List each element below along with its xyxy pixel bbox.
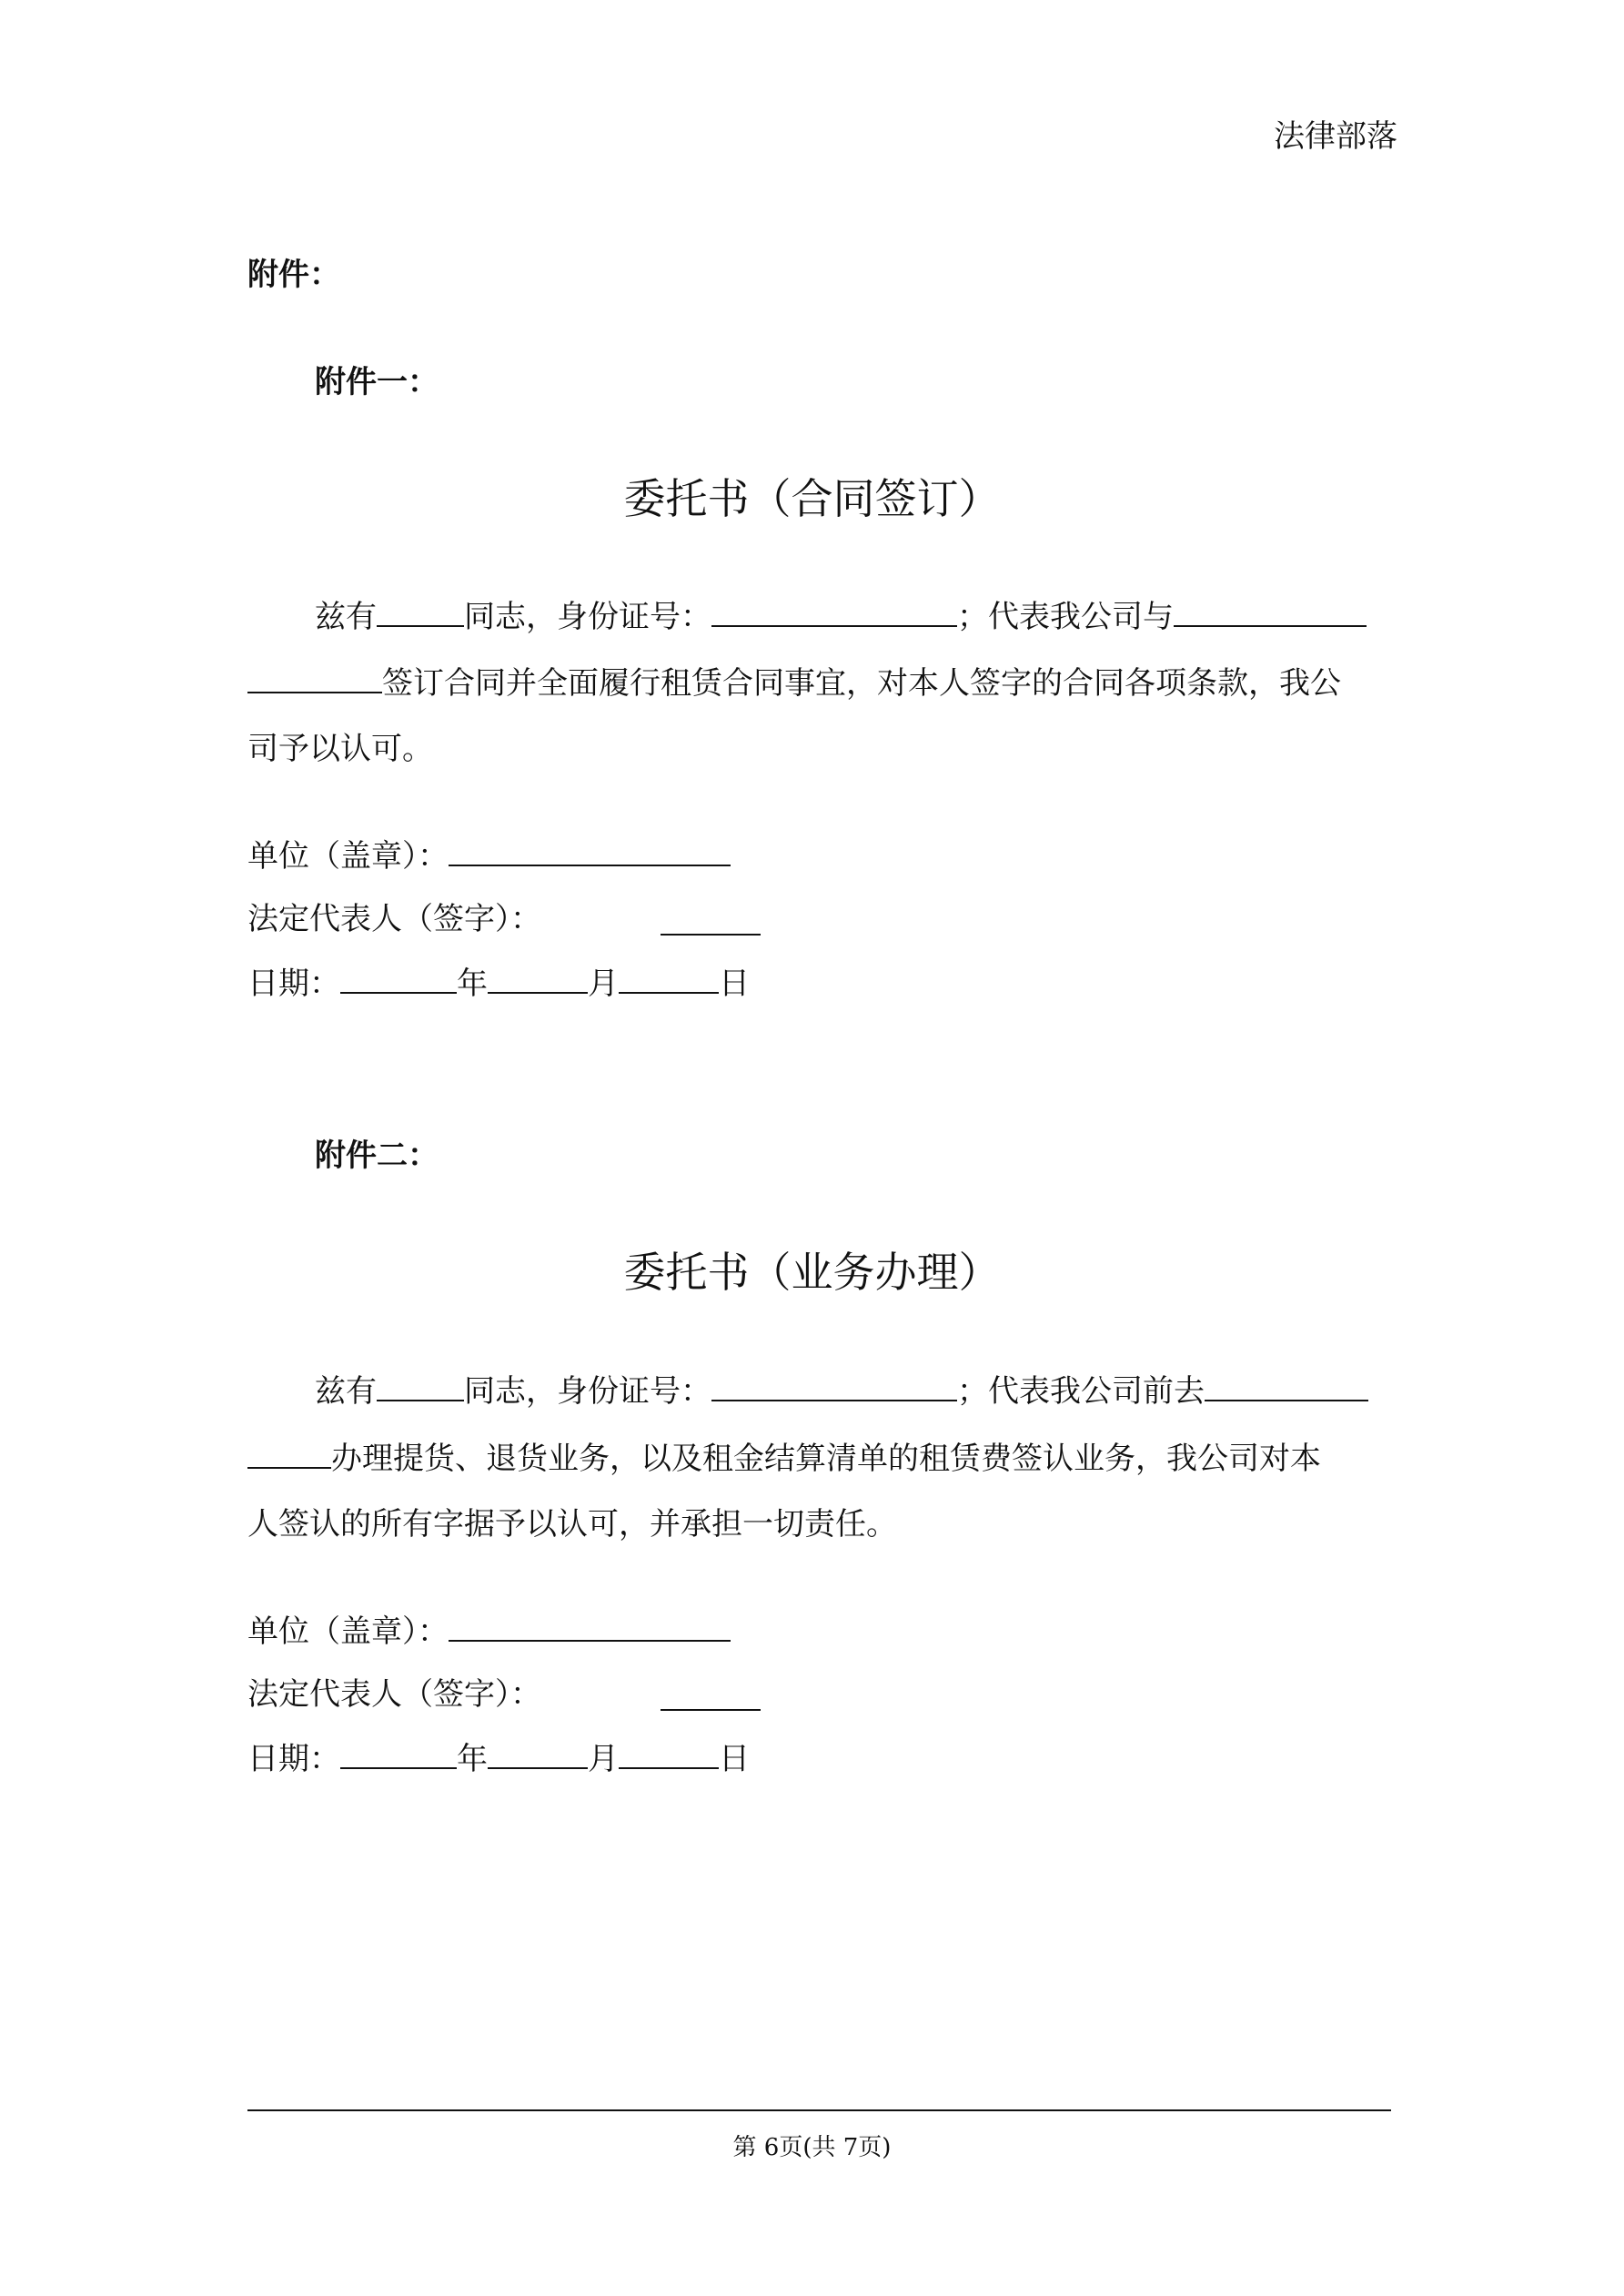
legal-rep-blank[interactable] (661, 906, 761, 936)
destination-blank-cont[interactable] (247, 1440, 331, 1469)
attachment2-rep-row (247, 1676, 541, 1713)
name-blank[interactable] (377, 598, 464, 627)
id-number-blank[interactable] (711, 598, 957, 627)
text-comrade-id: 同志，身份证号： (464, 599, 711, 635)
id-number-blank[interactable] (711, 1372, 957, 1401)
text-sign-contract: 签订合同并全面履行租赁合同事宜，对本人签字的合同各项条款，我公 (382, 665, 1341, 702)
day-label: 日 (719, 1741, 750, 1777)
month-label: 月 (588, 1741, 619, 1777)
attachment2-unit-row (247, 1613, 731, 1650)
attachment1-para-line1 (315, 598, 1367, 635)
attachment1-date-row (247, 965, 750, 1002)
footer-page-number: 第 6页(共 7页) (732, 2134, 892, 2161)
destination-blank[interactable] (1205, 1372, 1368, 1401)
month-blank[interactable] (488, 965, 588, 994)
text-represent-go: ；代表我公司前去 (957, 1373, 1205, 1410)
text-zi-you: 兹有 (315, 1373, 377, 1410)
year-blank[interactable] (340, 965, 457, 994)
attachment2-para-line3: 人签认的所有字据予以认可，并承担一切责任。 (247, 1506, 897, 1542)
text-handle-business: 办理提货、退货业务，以及租金结算清单的租赁费签认业务，我公司对本 (331, 1441, 1321, 1477)
text-represent: ；代表我公司与 (957, 599, 1174, 635)
attachment1-label: 附件一： (315, 364, 439, 400)
attachments-heading: 附件： (247, 257, 340, 293)
year-label: 年 (457, 1741, 488, 1777)
year-label: 年 (457, 966, 488, 1002)
day-blank[interactable] (619, 965, 719, 994)
attachment2-para-line1 (315, 1372, 1368, 1410)
unit-seal-label: 单位（盖章）： (247, 1613, 449, 1650)
unit-seal-blank[interactable] (449, 1613, 731, 1642)
day-blank[interactable] (619, 1740, 719, 1769)
counterparty-blank[interactable] (1174, 598, 1367, 627)
text-zi-you: 兹有 (315, 599, 377, 635)
date-label: 日期： (247, 1741, 340, 1777)
attachment2-label: 附件二： (315, 1138, 439, 1174)
day-label: 日 (719, 966, 750, 1002)
attachment2-title: 委托书（业务办理） (623, 1248, 1001, 1297)
attachment1-title: 委托书（合同签订） (623, 474, 1001, 523)
attachment1-para-line2 (247, 664, 1341, 702)
name-blank[interactable] (377, 1372, 464, 1401)
footer-divider (247, 2109, 1391, 2111)
legal-rep-label: 法定代表人（签字）： (247, 1676, 541, 1713)
unit-seal-blank[interactable] (449, 837, 731, 866)
legal-rep-label: 法定代表人（签字）： (247, 901, 541, 937)
text-comrade-id: 同志，身份证号： (464, 1373, 711, 1410)
year-blank[interactable] (340, 1740, 457, 1769)
attachment1-para-line3: 司予以认可。 (247, 731, 433, 767)
counterparty-blank-cont[interactable] (247, 664, 382, 693)
attachment2-para-line2 (247, 1440, 1321, 1477)
attachment2-date-row (247, 1740, 750, 1777)
attachment1-rep-row (247, 901, 541, 937)
unit-seal-label: 单位（盖章）： (247, 838, 449, 875)
date-label: 日期： (247, 966, 340, 1002)
header-brand: 法律部落 (1274, 118, 1397, 155)
month-label: 月 (588, 966, 619, 1002)
legal-rep-blank[interactable] (661, 1682, 761, 1711)
month-blank[interactable] (488, 1740, 588, 1769)
attachment1-unit-row (247, 837, 731, 875)
